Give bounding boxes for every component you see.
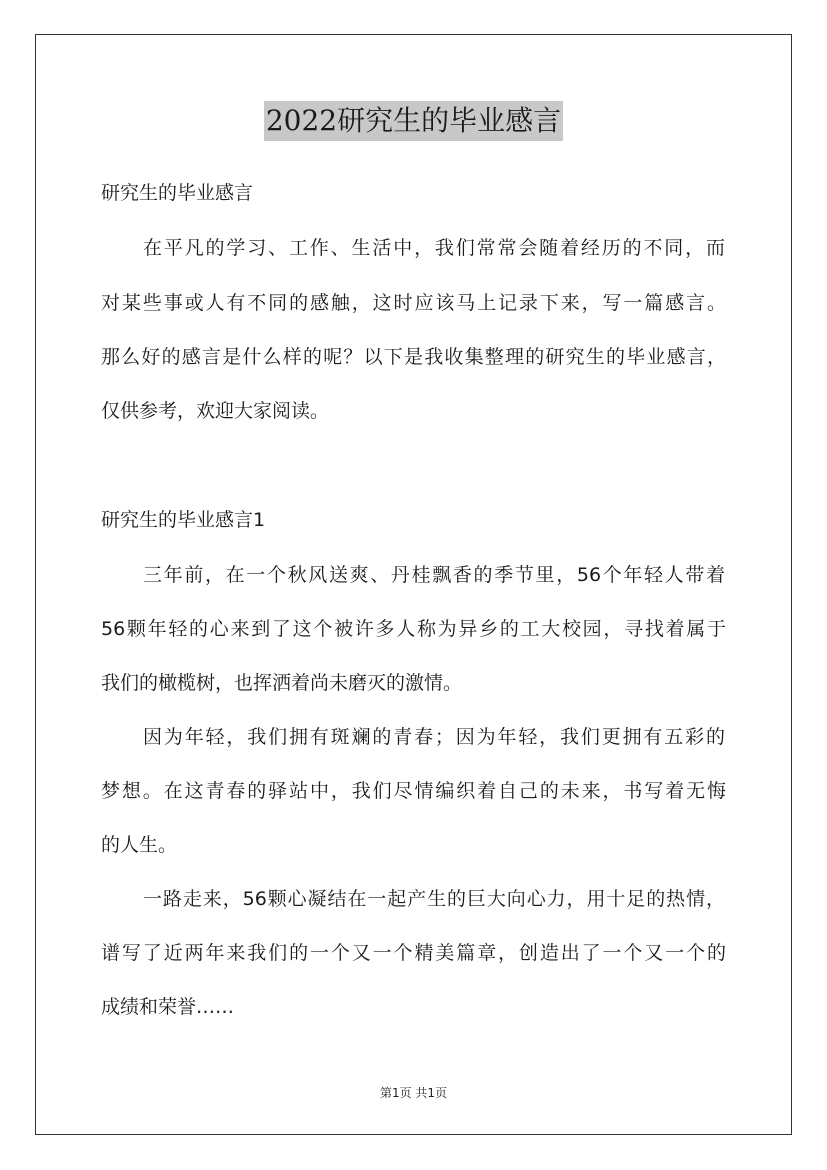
intro-line-2: 对某些事或人有不同的感触，这时应该马上记录下来，写一篇感言。 bbox=[101, 292, 726, 314]
section-line-2: 56颗年轻的心来到了这个被许多人称为异乡的工大校园，寻找着属于 bbox=[101, 618, 726, 640]
section-line-8: 谱写了近两年来我们的一个又一个精美篇章，创造出了一个又一个的 bbox=[101, 942, 726, 964]
intro-line-4: 仅供参考，欢迎大家阅读。 bbox=[101, 400, 330, 422]
section-line-9: 成绩和荣誉…… bbox=[101, 996, 235, 1018]
intro-line-1: 在平凡的学习、工作、生活中，我们常常会随着经历的不同，而 bbox=[143, 237, 725, 259]
section-line-6: 的人生。 bbox=[101, 834, 178, 856]
section-line-1: 三年前，在一个秋风送爽、丹桂飘香的季节里，56个年轻人带着 bbox=[143, 564, 725, 586]
section-heading: 研究生的毕业感言1 bbox=[101, 509, 266, 531]
section-line-4: 因为年轻，我们拥有斑斓的青春；因为年轻，我们更拥有五彩的 bbox=[143, 726, 725, 748]
intro-line-3: 那么好的感言是什么样的呢？以下是我收集整理的研究生的毕业感言， bbox=[101, 346, 726, 368]
page-footer: 第1页 共1页 bbox=[379, 1086, 448, 1100]
section-line-3: 我们的橄榄树，也挥洒着尚未磨灭的激情。 bbox=[101, 672, 463, 694]
document-title: 2022研究生的毕业感言 bbox=[264, 101, 563, 141]
section-line-7: 一路走来，56颗心凝结在一起产生的巨大向心力，用十足的热情， bbox=[143, 888, 725, 910]
section-line-5: 梦想。在这青春的驿站中，我们尽情编织着自己的未来，书写着无悔 bbox=[101, 780, 726, 802]
title-container bbox=[0, 101, 827, 141]
subheading: 研究生的毕业感言 bbox=[101, 182, 254, 204]
